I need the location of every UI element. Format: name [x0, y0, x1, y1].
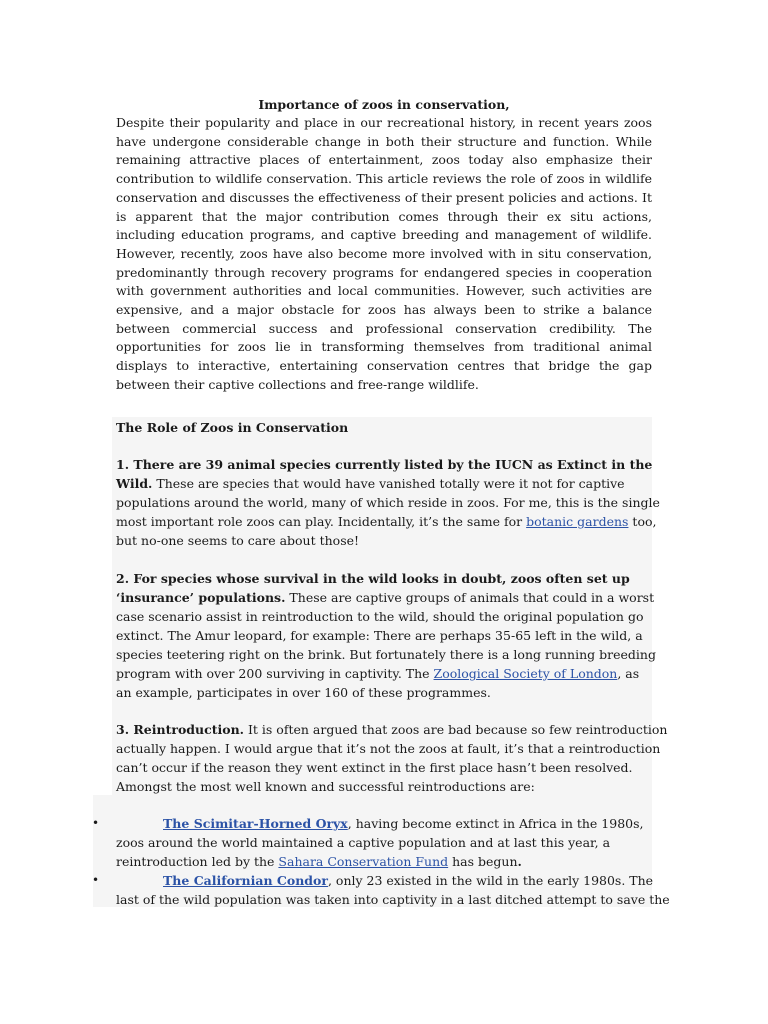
point-1-heading-end: Wild. — [116, 476, 153, 491]
list-item-oryx — [116, 814, 652, 871]
list-bullet: • — [92, 816, 100, 830]
point-2-line: an example, participates in over 160 of these programmes. — [116, 685, 491, 700]
point-3-line: Amongst the most well known and successful reintroductions are: — [116, 779, 535, 794]
point-1-line: most important role zoos can play. Incidentally, it’s the same for — [116, 514, 527, 529]
point-2-line: case scenario assist in reintroduction to the wild, should the original population go — [116, 609, 644, 624]
oryx-link[interactable]: The Scimitar-Horned Oryx — [163, 816, 348, 831]
point-2-text: These are captive groups of animals that could in a worst — [285, 590, 655, 605]
point-1-line: populations around the world, many of which reside in zoos. For me, this is the single — [116, 495, 660, 510]
point-3-paragraph — [116, 720, 668, 796]
point-2-line: program with over 200 surviving in captivity. The — [116, 666, 434, 681]
point-1-paragraph — [116, 455, 660, 550]
point-2-line: extinct. The Amur leopard, for example: There are perhaps 35-65 left in the wild, a — [116, 628, 643, 643]
point-1-heading: 1. There are 39 animal species currently listed by the IUCN as Extinct in the — [116, 457, 653, 472]
zsl-link[interactable]: Zoological Society of London — [433, 666, 618, 681]
list-item-text: , only 23 existed in the wild in the early 1980s. The — [327, 873, 654, 888]
list-bullet: • — [92, 873, 100, 887]
list-item-text: zoos around the world maintained a captive population and at last this year, a — [116, 835, 611, 850]
point-2-paragraph — [116, 569, 656, 702]
point-3-line: can’t occur if the reason they went extinct in the first place hasn’t been resolved. — [116, 760, 633, 775]
list-item-condor — [116, 871, 670, 909]
sahara-fund-link[interactable]: Sahara Conservation Fund — [278, 854, 449, 869]
list-item-text: has begun — [448, 854, 518, 869]
list-item-text: reintroduction led by the — [116, 854, 279, 869]
point-2-line: species teetering right on the brink. But fortunately there is a long running breeding — [116, 647, 656, 662]
section-heading: The Role of Zoos in Conservation — [116, 420, 349, 435]
list-item-period: . — [517, 854, 522, 869]
point-2-line: , as — [617, 666, 640, 681]
botanic-gardens-link[interactable]: botanic gardens — [526, 514, 629, 529]
point-2-heading-end: ‘insurance’ populations. — [116, 590, 286, 605]
point-3-heading: 3. Reintroduction. — [116, 722, 245, 737]
list-item-text: , having become extinct in Africa in the 1980s, — [347, 816, 644, 831]
intro-paragraph: Despite their popularity and place in our recreational history, in recent years zoos have undergone considerable change in both their structure and function. While remaining attractive places of entertainment, zoos today also emphasize their contribution to wildlife conservation. This article reviews the role of zoos in wildlife conservation and discusses the effectiveness of their present policies and actions. It is apparent that the major contribution comes through their ex situ actions, including education programs, and captive breeding and management of wildlife. However, recently, zoos have also become more involved with in situ conservation, predominantly through recovery programs for endangered species in cooperation with government authorities and local communities. However, such activities are expensive, and a major obstacle for zoos has always been to strike a balance between commercial success and professional conservation credibility. The opportunities for zoos lie in transforming themselves from traditional animal displays to interactive, entertaining conservation centres that bridge the gap between their captive collections and free-range wildlife. — [116, 115, 652, 392]
point-3-text: It is often argued that zoos are bad because so few reintroduction — [244, 722, 668, 737]
condor-link[interactable]: The Californian Condor — [163, 873, 328, 888]
document-title: Importance of zoos in conservation, — [258, 97, 510, 112]
point-1-text: These are species that would have vanished totally were it not for captive — [152, 476, 625, 491]
point-1-line: too, — [628, 514, 657, 529]
point-2-heading: 2. For species whose survival in the wild looks in doubt, zoos often set up — [116, 571, 630, 586]
point-1-line: but no-one seems to care about those! — [116, 533, 360, 548]
list-item-text: last of the wild population was taken into captivity in a last ditched attempt to save the — [116, 892, 670, 907]
point-3-line: actually happen. I would argue that it’s not the zoos at fault, it’s that a reintroduction — [116, 741, 661, 756]
